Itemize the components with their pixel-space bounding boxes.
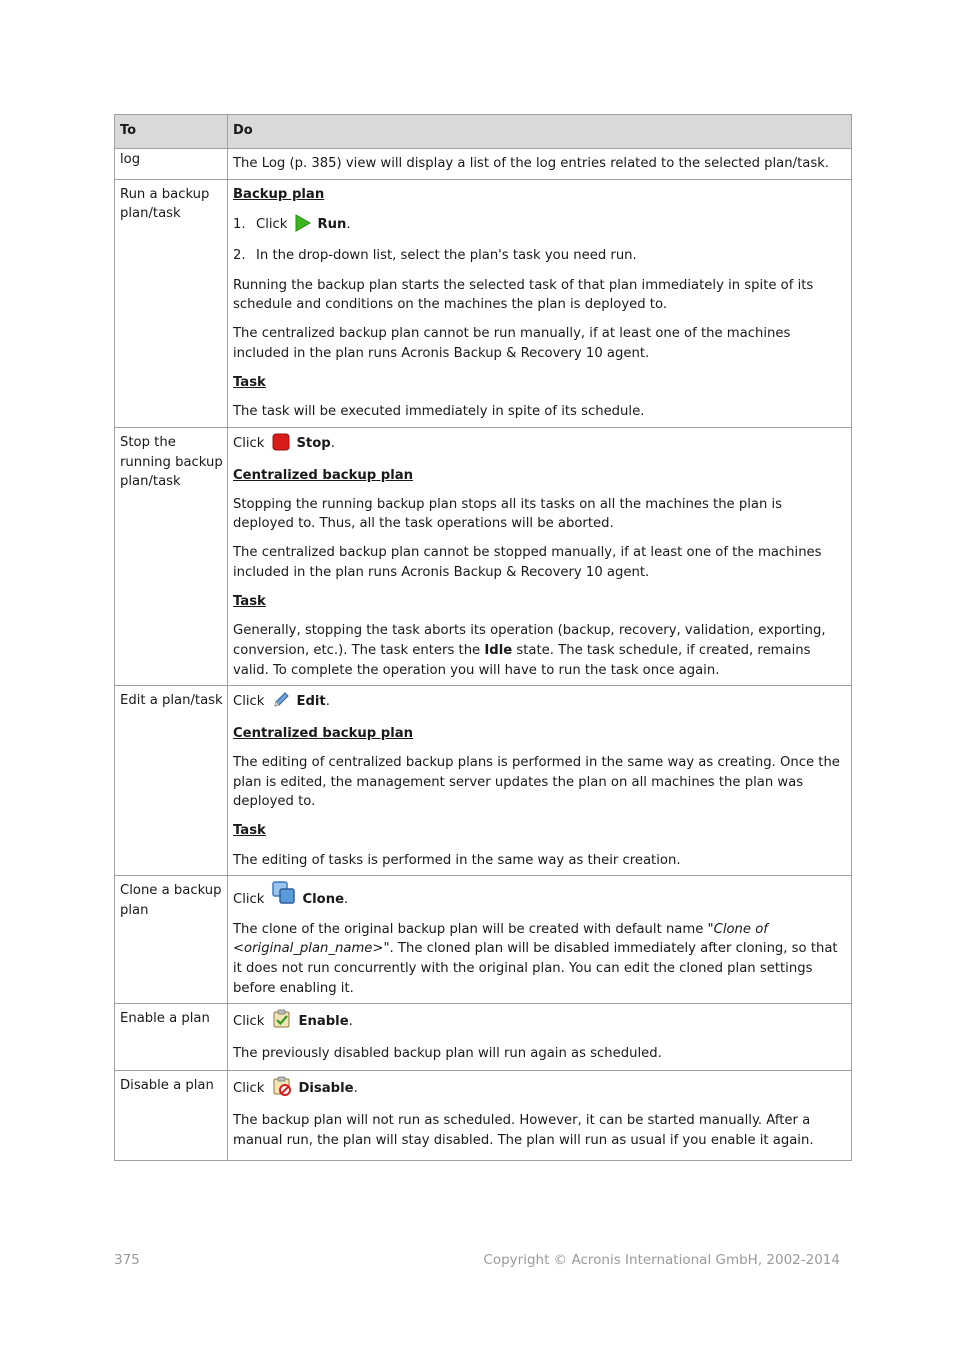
actions-table (114, 114, 852, 1161)
disable-label: Disable (298, 1081, 354, 1097)
punctuation: . (348, 1014, 353, 1030)
paragraph: The editing of tasks is performed in the same way as their creation. (233, 852, 681, 868)
step-number: 1. (233, 216, 246, 232)
column-header-do: Do (228, 115, 852, 149)
pencil-icon (272, 691, 290, 716)
table-row (115, 427, 852, 685)
click-text: Click (233, 435, 265, 451)
punctuation: . (346, 216, 351, 232)
copyright-notice: Copyright © Acronis International GmbH, 2002-2014 (483, 1252, 840, 1268)
punctuation: . (353, 1081, 358, 1097)
section-heading: Task (233, 375, 266, 391)
section-heading: Backup plan (233, 186, 325, 202)
step-text: In the drop-down list, select the plan's task you need run. (256, 248, 637, 264)
row-instructions (228, 179, 852, 427)
punctuation: . (344, 892, 349, 908)
paragraph: The centralized backup plan cannot be run manually, if at least one of the machines included in the plan runs Acronis Backup & Recovery 10 agent. (233, 326, 791, 361)
click-instruction (233, 1076, 845, 1103)
column-header-to: To (115, 115, 228, 149)
paragraph: The editing of centralized backup plans is performed in the same way as creating. Once the plan is edited, the management server updates the plan on all machines the plan was deployed to. (233, 755, 840, 810)
row-task-label: log (115, 149, 228, 180)
section-heading: Task (233, 823, 266, 839)
enable-icon (272, 1009, 292, 1036)
click-text: Click (233, 694, 265, 710)
table-row (115, 876, 852, 1004)
click-instruction (233, 1009, 845, 1036)
run-label: Run (317, 216, 347, 232)
row-task-label: Edit a plan/task (115, 686, 228, 876)
table-row (115, 686, 852, 876)
punctuation: . (330, 435, 335, 451)
clone-label: Clone (302, 892, 345, 908)
click-instruction (233, 691, 845, 716)
stop-icon (272, 433, 290, 458)
row-instructions (228, 876, 852, 1004)
table-header-row (115, 115, 852, 149)
text-segment: The clone of the original backup plan will be created with default name " (233, 921, 714, 937)
disable-icon (272, 1076, 292, 1103)
row-task-label: Enable a plan (115, 1004, 228, 1071)
row-task-label: Disable a plan (115, 1071, 228, 1161)
click-instruction (233, 881, 845, 912)
paragraph: The Log (p. 385) view will display a list of the log entries related to the selected plan/task. (233, 156, 830, 171)
default-name: Clone of <original_plan_name> (233, 921, 768, 957)
clone-icon (272, 881, 296, 912)
text-segment: ". The cloned plan will be disabled immediately after cloning, so that it does not run concurrently with the original plan. You can edit the cloned plan settings before enabling it. (233, 941, 838, 996)
table-row (115, 1004, 852, 1071)
row-instructions (228, 149, 852, 180)
enable-label: Enable (298, 1014, 349, 1030)
row-instructions (228, 686, 852, 876)
edit-label: Edit (296, 694, 326, 710)
punctuation: . (325, 694, 330, 710)
click-instruction (233, 433, 845, 458)
page-number: 375 (114, 1252, 140, 1268)
row-instructions (228, 1071, 852, 1161)
table-row (115, 1071, 852, 1161)
paragraph: The task will be executed immediately in spite of its schedule. (233, 404, 645, 420)
step-text: Click (256, 216, 288, 232)
text-segment: state. The task schedule, if created, remains valid. To complete the operation you will have to run the task once again. (233, 643, 811, 678)
row-task-label: Run a backup plan/task (115, 179, 228, 427)
text-segment: Generally, stopping the task aborts its operation (backup, recovery, validation, exporting, conversion, etc.). The task enters the (233, 623, 826, 659)
step-number: 2. (233, 248, 246, 264)
idle-state-label: Idle (484, 643, 513, 659)
paragraph: The backup plan will not run as scheduled. However, it can be started manually. After a manual run, the plan will stay disabled. The plan will run as usual if you enable it again. (233, 1112, 814, 1148)
paragraph: Stopping the running backup plan stops all its tasks on all the machines the plan is deployed to. Thus, all the task operations will be aborted. (233, 496, 783, 532)
table-row (115, 179, 852, 427)
row-task-label: Clone a backup plan (115, 876, 228, 1004)
stop-label: Stop (296, 435, 331, 451)
click-text: Click (233, 1081, 265, 1097)
section-heading: Centralized backup plan (233, 467, 414, 483)
row-instructions (228, 427, 852, 685)
step-item (233, 214, 845, 239)
paragraph: The centralized backup plan cannot be stopped manually, if at least one of the machines included in the plan runs Acronis Backup & Recovery 10 agent. (233, 545, 822, 581)
row-task-label: Stop the running backup plan/task (115, 427, 228, 685)
step-item (233, 246, 845, 266)
table-row (115, 149, 852, 180)
section-heading: Task (233, 594, 266, 610)
paragraph (233, 621, 845, 680)
paragraph: Running the backup plan starts the selected task of that plan immediately in spite of its schedule and conditions on the machines the plan is deployed to. (233, 277, 814, 313)
row-instructions (228, 1004, 852, 1071)
click-text: Click (233, 1014, 265, 1030)
click-text: Click (233, 892, 265, 908)
paragraph (233, 920, 845, 998)
paragraph: The previously disabled backup plan will run again as scheduled. (233, 1045, 662, 1061)
section-heading: Centralized backup plan (233, 725, 414, 741)
play-icon (295, 214, 311, 239)
